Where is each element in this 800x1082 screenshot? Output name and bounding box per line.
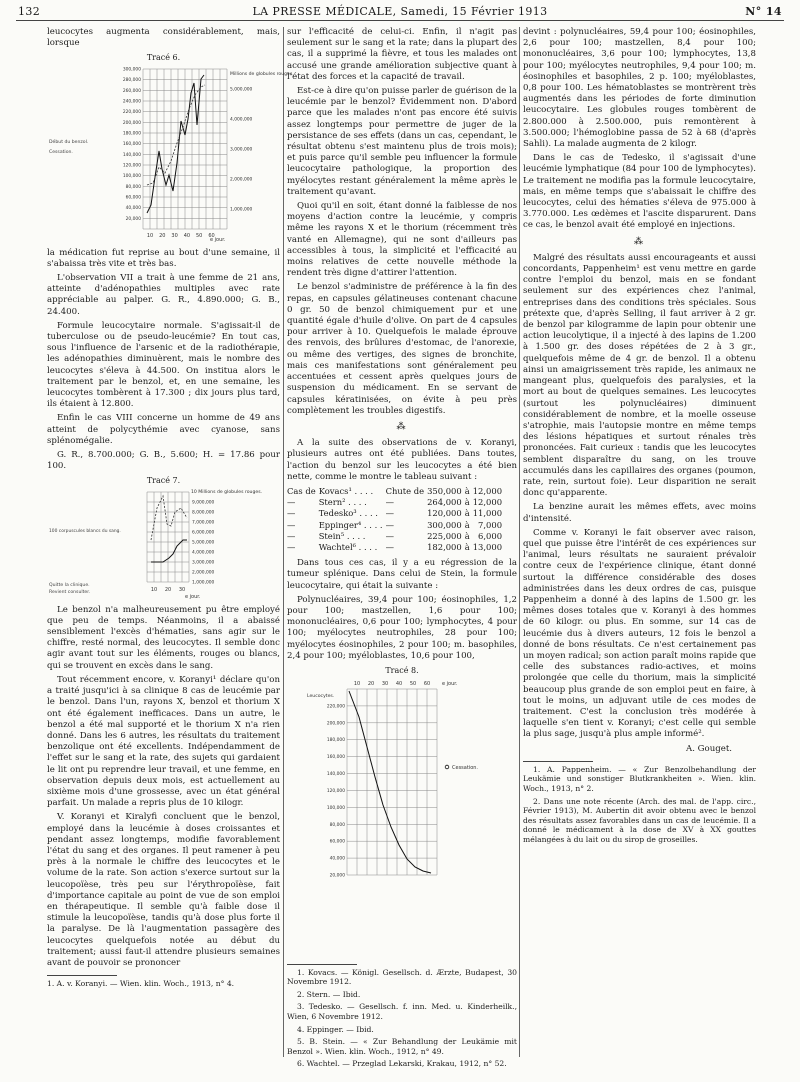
footnote: 6. Wachtel. — Przeglad Lekarski, Krakau, 1912, n° 52.	[297, 1059, 507, 1069]
column-rule	[519, 27, 520, 1057]
journal-title: LA PRESSE MÉDICALE, Samedi, 15 Février 1913	[252, 5, 548, 18]
table-row	[287, 520, 505, 531]
tick-label: 180,000	[326, 738, 345, 744]
paragraph: Formule leucocytaire normale. S'agissait-il de tuberculose ou de pseudo-leucémie? En tout cas, sous l'influence de l'arsenic et de la radiothérapie, les adénopathies diminuèrent, mais le nombre des leucocytes s'éleva à 44.500. On institua alors le traitement par le benzol, et, en une semaine, les leucocytes tombèrent à 17.300 ; dix jours plus tard, ils étaient à 12.800.	[47, 320, 280, 410]
tick-label: 2,000,000	[192, 570, 215, 576]
table-row	[287, 531, 505, 542]
tick-label: 120,000	[122, 163, 141, 169]
footnotes	[287, 958, 517, 1072]
table-cell: Eppinger⁴ . . . .	[318, 519, 383, 530]
footnote: 1. Kovacs. — Königl. Gesellsch. d. Ærzte, Budapest, 30 Novembre 1912.	[287, 967, 517, 987]
tick-label: 240,000	[122, 99, 141, 105]
author-signature: A. Gouget.	[685, 743, 732, 754]
table-cell: à	[464, 497, 470, 508]
tick-label: 30	[171, 232, 178, 239]
table-cell: Stern² . . . .	[318, 497, 367, 508]
left-axis-note: 100 corpuscules blancs du sang.	[49, 528, 121, 534]
tick-label: 20	[367, 681, 375, 688]
tick-label: 20	[159, 232, 166, 239]
right-axis-note: Millions de globules rouges.	[230, 71, 294, 77]
column-rule	[283, 27, 284, 1057]
table-row	[287, 508, 505, 519]
footnote: 5. B. Stein. — « Zur Behandlung der Leukämie mit Benzol ». Wien. klin. Woch., 1912, n° 49.	[287, 1037, 517, 1056]
table-cell: Stein⁵ . . . .	[318, 530, 366, 541]
table-row	[287, 486, 505, 497]
tick-label: 140,000	[122, 152, 141, 158]
tick-label: 10	[146, 232, 154, 239]
tick-label: 60,000	[125, 195, 141, 201]
table-cell: à	[464, 519, 470, 530]
footnote: 1. A. v. Koranyi. — Wien. klin. Woch., 1913, n° 4.	[47, 979, 235, 989]
tick-label: 50	[409, 681, 417, 688]
right-axis-note: 10 Millions de globules rouges.	[191, 489, 263, 495]
table-cell: à	[464, 485, 470, 496]
table-cell: —	[385, 508, 394, 519]
figure-caption: Tracé 6.	[146, 53, 181, 63]
paragraph: Dans tous ces cas, il y a eu régression de la tumeur splénique. Dans celui de Stein, la formule leucocytaire, qui était la suivante :	[287, 558, 517, 591]
trace-8-chart	[287, 677, 517, 883]
tick-label: 20,000	[125, 216, 141, 222]
tick-label: 160,000	[122, 141, 141, 147]
tick-label: 4,000,000	[230, 117, 253, 123]
leucocyte-curve	[349, 691, 431, 873]
paragraph: Enfin le cas VIII concerne un homme de 49 ans atteint de polycythémie avec cyanose, sans splénomégalie.	[47, 413, 280, 446]
table-cell: 350,000	[427, 485, 462, 496]
paragraph: Dans le cas de Tedesko, il s'agissait d'une leucémie lymphatique (84 pour 100 de lymphocytes). Le traitement ne modifia pas la formule leucocytaire, mais, en même temps que s'abaissait le chiffre des leucocytes, celui des hématies s'éleva de 975.000 à 3.770.000. Les œdèmes et l'ascite disparurent. Dans ce cas, le benzol avait été employé en injections.	[523, 153, 756, 231]
table-cell: Cas de	[287, 485, 316, 496]
tick-label: 180,000	[122, 131, 141, 137]
tick-label: 100,000	[122, 173, 141, 179]
x-axis-unit: e jour.	[185, 593, 201, 600]
table-cell: à	[464, 530, 470, 541]
tick-label: 10	[353, 681, 361, 688]
table-row	[287, 542, 505, 553]
legend-start: Début du benzol.	[49, 139, 89, 145]
x-axis-unit: e jour.	[442, 681, 458, 688]
paragraph: Le benzol n'a malheureusement pu être employé que peu de temps. Néanmoins, il a abaissé sensiblement l'excès d'hématies, sans agir sur le chiffre, resté normal, des leucocytes. Il semble donc agir avant tout sur les éléments, rouges ou blancs, qui se trouvent en excès dans le sang.	[47, 604, 280, 671]
legend-stop: Cessation.	[49, 149, 73, 155]
paragraph: Comme v. Koranyi le fait observer avec raison, quel que puisse être l'intérêt de ces expériences sur l'animal, leurs résultats ne sauraient prévaloir contre ceux de l'expérience clinique, étant donné surtout la différence considérable des doses administrées dans les deux ordres de cas, puisque Pappenheim a donné à des lapins de 1.500 gr. les mêmes doses totales que v. Koranyi à des hommes de 60 kilogr. ou plus. En somme, sur 14 cas de leucémie dus à divers auteurs, 12 fois le benzol a donné de bons résultats. Ce n'est certainement pas un moyen radical; son action paraît moins rapide que celle des substances radio-actives, et moins prolongée que celle du thorium, mais la simplicité beaucoup plus grande de son emploi peut en faire, à tout le moins, un adjuvant utile de ces modes de traitement. C'est la conclusion très modérée à laquelle s'en tient v. Koranyi; c'est celle qui semble la plus sage, jusqu'à plus ample informé².	[523, 527, 757, 740]
table-cell: à	[464, 508, 470, 519]
paragraph: V. Koranyi et Kiralyfi concluent que le benzol, employé dans la leucémie à doses croissantes et pendant assez longtemps, modifie favorablement l'état du sang et des organes. Il peut ramener à peu près à la normale le chiffre des leucocytes et le volume de la rate. Son action s'exerce surtout sur la leucopoïèse, très peu sur l'érythropoïèse, fait d'importance capitale au point de vue de son emploi en thérapeutique. Il semble qu'à faible dose il stimule la leucopoïèse, tandis qu'à dose plus forte il la paralyse. De là l'augmentation passagère des leucocytes quelquefois notée au début du traitement; aussi faut-il attendre plusieurs semaines avant de pouvoir se prononcer	[47, 812, 280, 968]
tick-label: 140,000	[326, 772, 345, 778]
tick-label: 9,000,000	[192, 500, 215, 506]
table-cell: Wachtel⁶ . . . .	[318, 541, 378, 552]
tick-label: 60	[208, 232, 215, 239]
tick-label: 40	[183, 232, 191, 239]
table-cell: —	[385, 541, 394, 552]
footnote: 4. Eppinger. — Ibid.	[297, 1024, 374, 1034]
table-cell: 12,000	[472, 485, 503, 496]
table-cell: —	[287, 497, 296, 508]
figure-trace-7	[47, 475, 280, 599]
tick-label: 4,000,000	[192, 550, 215, 556]
paragraph: A la suite des observations de v. Koranyi, plusieurs autres ont été publiées. Dans toutes, l'action du benzol sur les leucocytes a été bien nette, comme le montre le tableau suivant :	[287, 438, 517, 482]
tick-label: 50	[196, 232, 203, 239]
table-cell: 7,000	[478, 519, 503, 530]
figure-caption: Tracé 7.	[146, 476, 181, 486]
tick-label: 7,000,000	[192, 520, 215, 526]
tick-label: 1,000,000	[230, 207, 253, 213]
tick-label: 3,000,000	[230, 147, 253, 153]
table-cell: à	[464, 541, 470, 552]
page-number: 132	[18, 5, 41, 18]
section-separator: ⁂	[634, 236, 645, 247]
tick-label: 8,000,000	[192, 510, 215, 516]
paragraph: Polynucléaires, 39,4 pour 100; éosinophiles, 1,2 pour 100; mastzellen, 1,6 pour 100; mononucléaires, 0,6 pour 100; lymphocytes, 4 pour 100; myélocytes neutrophiles, 28 pour 100; myélocytes éosinophiles, 2 pour 100; m. basophiles, 2,4 pour 100; myéloblastes, 10,6 pour 100,	[287, 594, 517, 661]
tick-label: 220,000	[122, 109, 141, 115]
tick-label: 80,000	[329, 822, 345, 828]
table-cell: 11,000	[472, 508, 503, 519]
table-cell: —	[287, 519, 296, 530]
figure-trace-8	[287, 665, 517, 883]
tick-label: 20,000	[329, 873, 345, 879]
paragraph: Est-ce à dire qu'on puisse parler de guérison de la leucémie par le benzol? Évidemment non. D'abord parce que les malades n'ont pas encore été suivis assez longtemps pour permettre de juger de la persistance de ses effets (dans un cas, cependant, le résultat obtenu s'est maintenu plus de trois mois); et puis parce qu'il semble peu influencer la formule leucocytaire pathologique, la proportion des myélocytes restant généralement la même après le traitement qu'avant.	[287, 86, 517, 197]
paragraph: Le benzol s'administre de préférence à la fin des repas, en capsules gélatineuses contenant chacune 0 gr. 50 de benzol chimiquement pur et une quantité égale d'huile d'olive. On part de 4 capsules pour arriver à 10. Quelquefois le malade éprouve des renvois, des brûlures d'estomac, de l'anorexie, ou même des vertiges, des signes de bronchite, mais ces manifestations sont généralement peu accentuées et cessent après quelques jours de suspension du médicament. En se servant de capsules kératinisées, on évite à peu près complètement les troubles digestifs.	[287, 282, 517, 416]
tick-label: 6,000,000	[192, 530, 215, 536]
tick-label: 220,000	[326, 704, 345, 710]
table-cell: 300,000	[427, 519, 462, 530]
column-3	[523, 27, 756, 1072]
tick-label: 60,000	[329, 839, 345, 845]
tick-label: 30	[381, 681, 389, 688]
page-header	[16, 4, 784, 21]
tick-label: 80,000	[125, 184, 141, 190]
paragraph: sur l'efficacité de celui-ci. Enfin, il n'agit pas seulement sur le sang et la rate; dans la plupart des cas, il a supprimé la fièvre, et tous les malades ont accusé une grande amélioration subjective quant à l'état des forces et la capacité de travail.	[287, 27, 517, 82]
paragraph: L'observation VII a trait à une femme de 21 ans, atteinte d'adénopathies multiples avec rate appréciable au palper. G. R., 4.890.000; G. B., 24.400.	[47, 273, 280, 317]
tick-label: 2,000,000	[230, 177, 253, 183]
tick-label: 200,000	[326, 721, 345, 727]
tick-label: 1,000,000	[192, 580, 215, 586]
table-cell: —	[287, 530, 296, 541]
leucocyte-curve	[151, 540, 187, 562]
paragraph: leucocytes augmenta considérablement, mais, lorsque	[47, 27, 280, 49]
column-2	[287, 27, 517, 1072]
footnote: 1. A. Pappenheim. — « Zur Benzolbehandlung der Leukämie und sonstiger Blutkrankheiten ». Wien. klin. Woch., 1913, n° 2.	[523, 764, 756, 793]
paragraph: la médication fut reprise au bout d'une semaine, il s'abaissa très vite et très bas.	[47, 247, 280, 269]
tick-label: 160,000	[326, 755, 345, 761]
tick-label: 260,000	[122, 88, 141, 94]
leucocyte-fall-table	[287, 486, 505, 553]
trace-6-chart	[47, 65, 294, 243]
footnote: 3. Tedesko. — Gesellsch. f. inn. Med. u. Kinderheilk., Wien, 6 Novembre 1912.	[287, 1002, 517, 1022]
legend-stop: Cessation.	[452, 765, 479, 772]
column-1	[47, 27, 294, 1072]
footnote: 2. Stern. — Ibid.	[297, 989, 361, 999]
table-cell: —	[287, 508, 296, 519]
cessation-marker	[445, 765, 449, 769]
table-cell: Chute de	[385, 485, 425, 496]
table-cell: 182,000	[427, 541, 462, 552]
tick-label: 5,000,000	[230, 87, 253, 93]
table-cell: 120,000	[427, 508, 462, 519]
tick-label: 3,000,000	[192, 560, 215, 566]
trace-7-chart	[47, 488, 280, 600]
tick-label: 100,000	[326, 806, 345, 812]
legend-left-clinic: Quitte la clinique.	[49, 582, 90, 588]
table-cell: 12,000	[472, 497, 503, 508]
leucocyte-curve	[147, 75, 204, 213]
figure-trace-6	[47, 52, 294, 243]
table-row	[287, 497, 505, 508]
table-cell: —	[385, 530, 394, 541]
table-cell: 225,000	[427, 530, 462, 541]
tick-label: 5,000,000	[192, 540, 215, 546]
section-separator: ⁂	[396, 421, 408, 432]
tick-label: 40	[395, 681, 403, 688]
figure-caption: Tracé 8.	[385, 665, 419, 675]
table-cell: —	[385, 497, 394, 508]
tick-label: 40,000	[125, 205, 141, 211]
tick-label: 40,000	[329, 856, 345, 862]
paragraph: Malgré des résultats aussi encourageants et aussi concordants, Pappenheim¹ est venu mettre en garde contre l'emploi du benzol, mais en se fondant seulement sur des expériences chez l'animal, entreprises dans des conditions très spéciales. Sous prétexte que, d'après Selling, il faut arriver à 2 gr. de benzol par kilogramme de lapin pour obtenir une action leucolytique, il a injecté à des lapins de 1.200 à 1.500 gr. des doses répétées de 2 à 3 gr., quelquefois même de 4 gr. de benzol. Il a obtenu ainsi un amaigrissement très rapide, les animaux ne mangeant plus, quelquefois des paralysies, et la mort au bout de quelques semaines. Les leucocytes (surtout les polynucléaires) diminuent considérablement de nombre, et la moelle osseuse s'atrophie, mais l'autopsie montre en même temps des lésions hépatiques et surtout rénales très prononcées. Fait curieux : tandis que les leucocytes semblent disparaître du sang, on les trouve accumulés dans les capillaires des organes (poumon, rate, rein, surtout foie). Leur disparition ne serait donc qu'apparente.	[523, 252, 756, 499]
y-axis-label: Leucocytes.	[307, 694, 335, 700]
table-cell: —	[287, 541, 296, 552]
paragraph: La benzine aurait les mêmes effets, avec moins d'intensité.	[523, 502, 756, 524]
tick-label: 200,000	[122, 120, 141, 126]
table-cell: —	[385, 519, 394, 530]
table-cell: 13,000	[472, 541, 503, 552]
tick-label: 280,000	[122, 77, 141, 83]
paragraph: Tout récemment encore, v. Koranyi¹ déclare qu'on a traité jusqu'ici à sa clinique 8 cas de leucémie par le benzol. Dans l'un, rayons X, benzol et thorium X ont été également inefficaces. Dans un autre, le benzol a été mal supporté et le thorium X n'a rien donné. Dans les 6 autres, les résultats du traitement benzolique ont été excellents. Indépendamment de l'effet sur le sang et la rate, des sujets qui gardaient le lit ont pu reprendre leur travail, et une femme, en observation depuis deux mois, est actuellement au sixième mois d'une grossesse, avec un état général parfait. Un malade a repris plus de 10 kilogr.	[47, 674, 280, 809]
footnote-rule	[47, 975, 117, 976]
tick-label: 20	[164, 586, 172, 593]
x-axis-unit: e jour.	[210, 236, 226, 243]
tick-label: 120,000	[326, 789, 345, 795]
issue-number: N° 14	[745, 5, 782, 18]
table-cell: 264,000	[427, 497, 462, 508]
footnote-rule	[287, 964, 357, 965]
table-cell: 6,000	[478, 530, 503, 541]
paragraph: Quoi qu'il en soit, étant donné la faiblesse de nos moyens d'action contre la leucémie, y compris même les rayons X et le thorium (récemment très vanté en Allemagne), qui ne sont d'ailleurs pas accessibles à tous, la simplicité et l'efficacité au moins relatives de cette nouvelle méthode la rendent très digne d'attirer l'attention.	[287, 201, 517, 279]
paragraph: G. R., 8.700.000; G. B., 5.600; H. = 17.86 pour 100.	[47, 450, 280, 472]
footnote-rule	[523, 761, 593, 762]
paragraph: devint : polynucléaires, 59,4 pour 100; éosinophiles, 2,6 pour 100; mastzellen, 8,4 pour 100; mononucléaires, 3,6 pour 100; lymphocytes, 13,8 pour 100; myélocytes neutrophiles, 9,4 pour 100; m. éosinophiles et basophiles, 2 p. 100; myéloblastes, 0,8 pour 100. Les hématoblastes se montrèrent très augmentés dans les périodes de forte diminution leucocytaire. Les globules rouges tombèrent de 2.800.000 à 2.500.000, puis remontèrent à 3.500.000; l'hémoglobine passa de 52 à 68 (d'après Sahli). La malade augmenta de 2 kilogr.	[523, 27, 756, 150]
tick-label: 30	[178, 586, 186, 593]
table-cell: Kovacs¹ . . . .	[318, 485, 374, 496]
footnote: 2. Dans une note récente (Arch. des mal. de l'app. circ., Février 1913), M. Aubertin dit avoir obtenu avec le benzol des résultats assez favorables dans un cas de leucémie. Il a donné le médicament à la dose de XV à XX gouttes mélangées à du lait ou du sirop de groseilles.	[523, 796, 756, 844]
legend-return: Revient consulter.	[49, 589, 91, 595]
tick-label: 10	[150, 586, 158, 593]
erythrocyte-curve	[151, 496, 187, 540]
table-cell: Tedesko³ . . . .	[318, 508, 378, 519]
tick-label: 60	[423, 681, 431, 688]
tick-label: 300,000	[122, 67, 141, 73]
